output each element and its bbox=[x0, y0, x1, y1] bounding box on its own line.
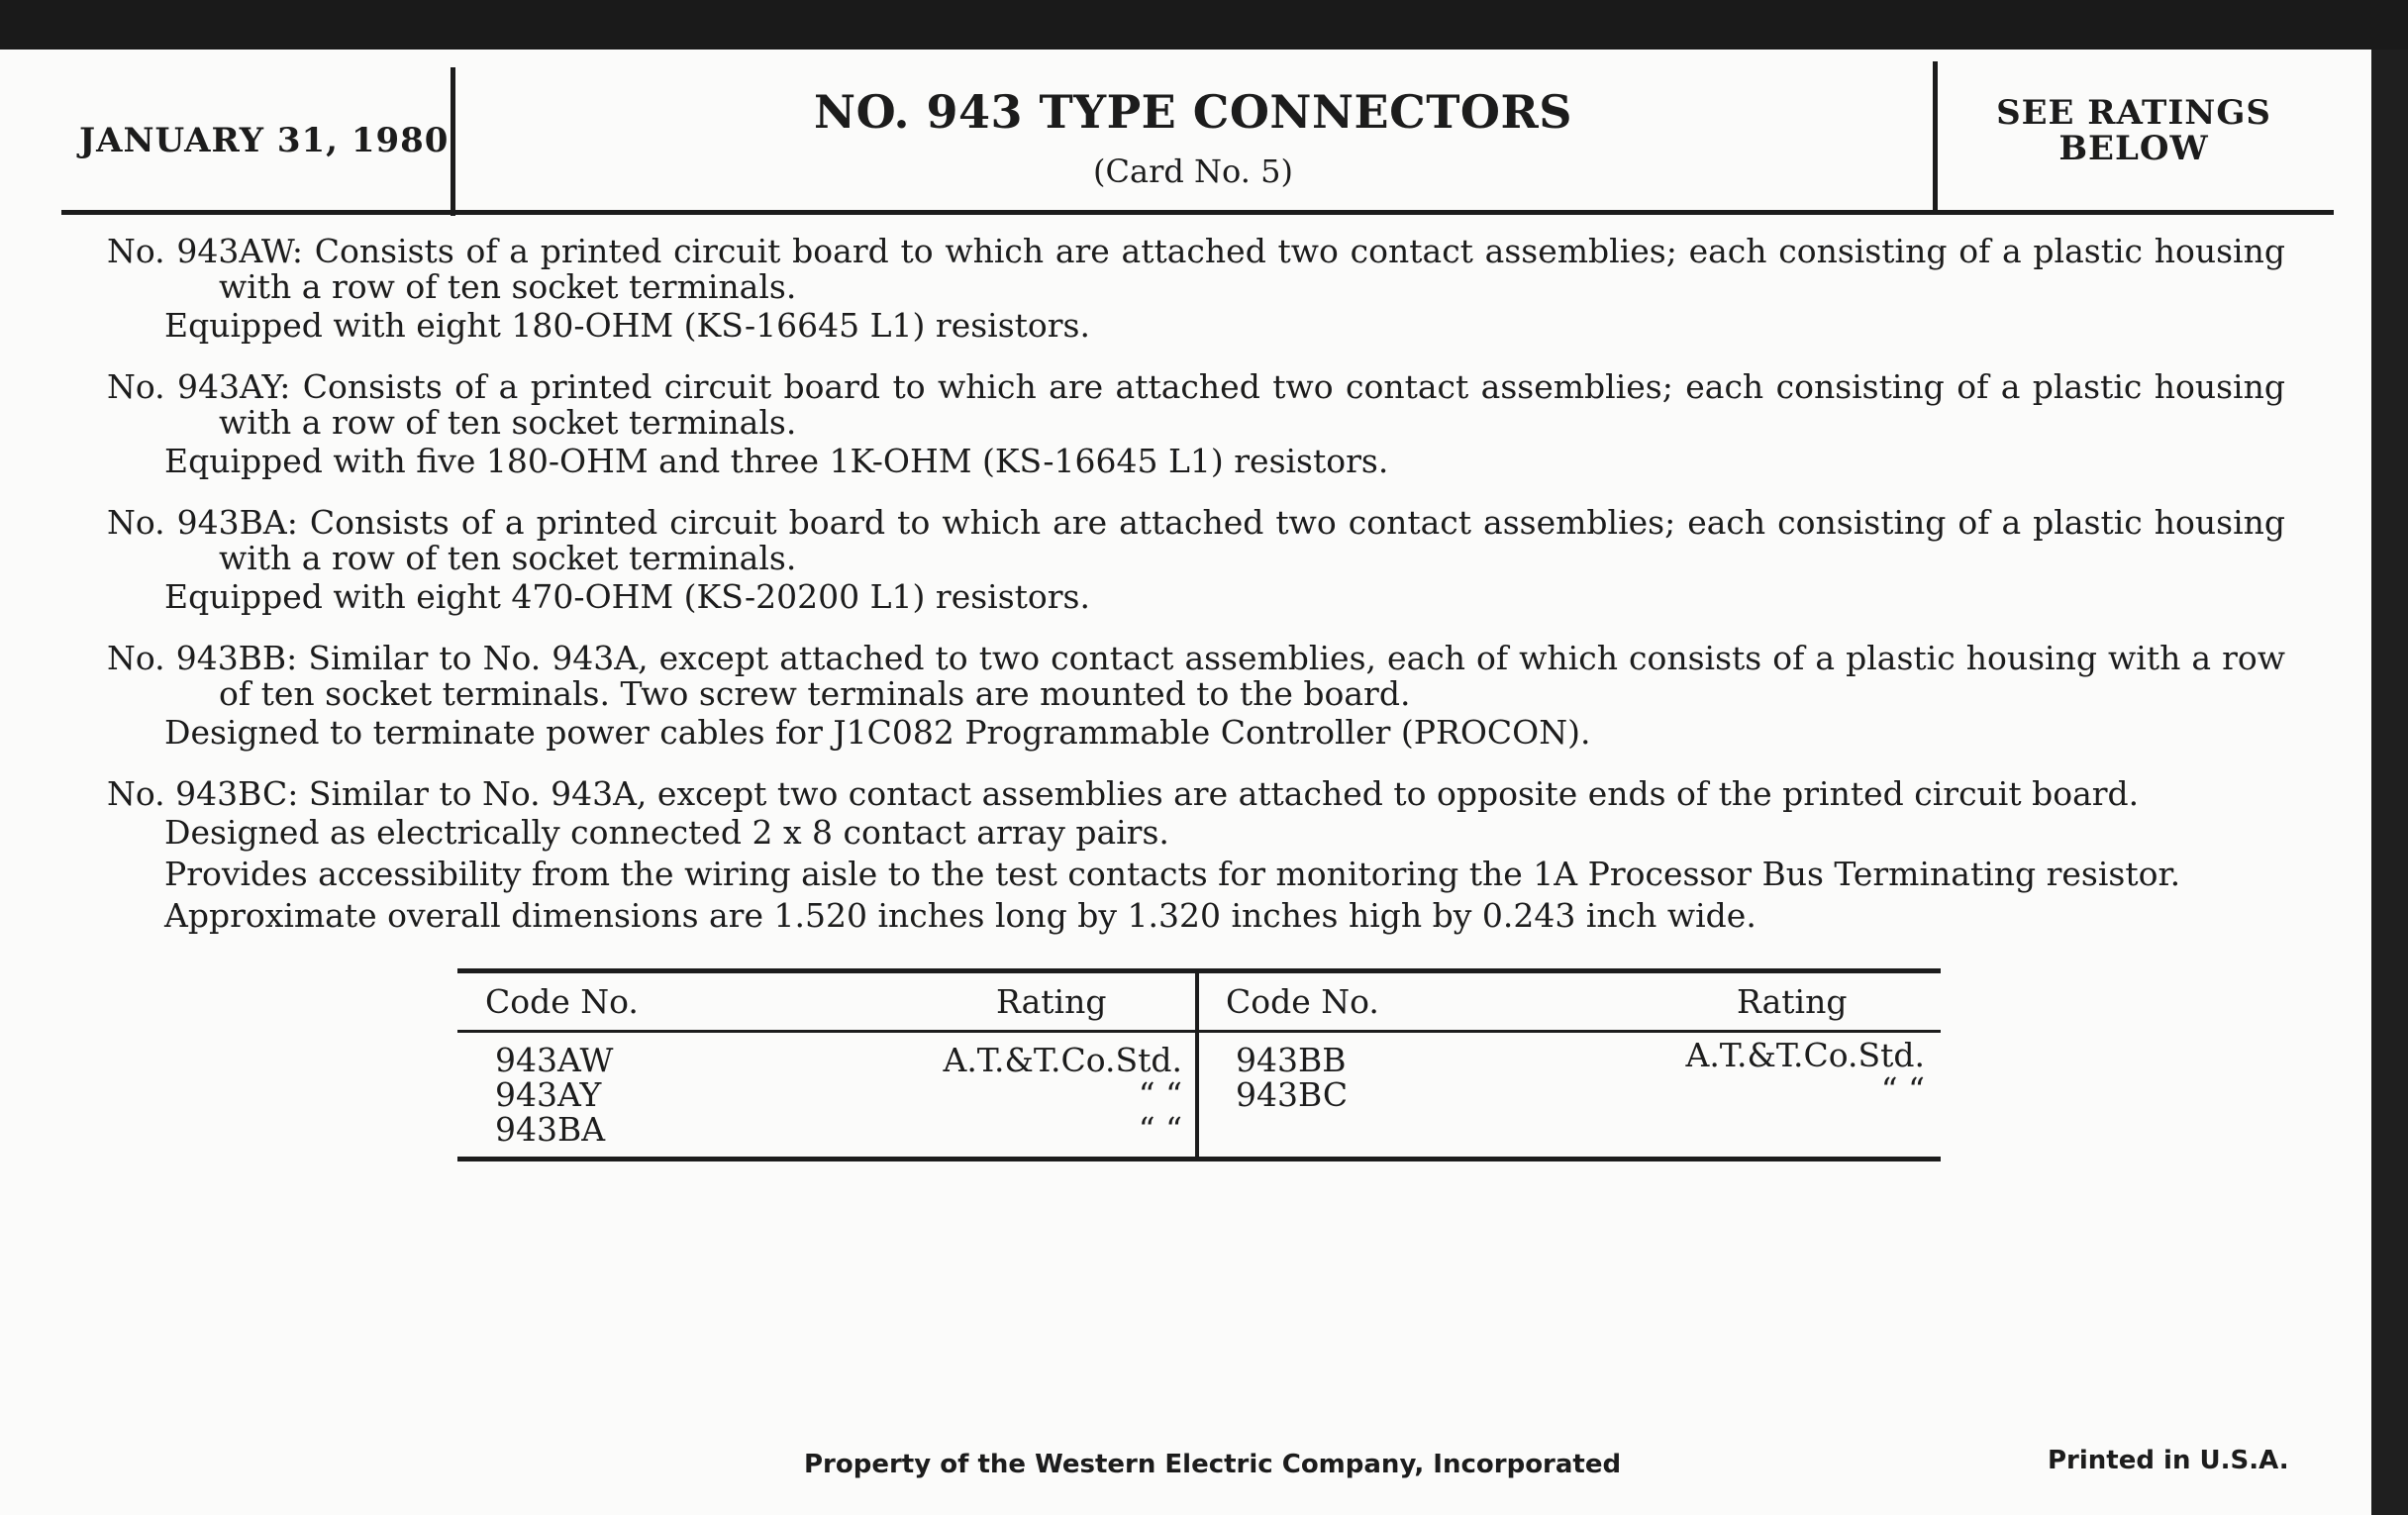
page-title: NO. 943 TYPE CONNECTORS bbox=[814, 85, 1572, 139]
table-cell-rating: A.T.&T.Co.Std. bbox=[1685, 1036, 1925, 1074]
ratings-note-line2: BELOW bbox=[2058, 129, 2209, 168]
table-cell-code: 943AW bbox=[495, 1041, 614, 1079]
printed-notice: Printed in U.S.A. bbox=[2048, 1446, 2289, 1475]
table-cell-code: 943AY bbox=[495, 1075, 602, 1114]
right-codes bbox=[1236, 1043, 1348, 1112]
entry-description: No. 943BA: Consists of a printed circuit board to which are attached two contact assemblies; each consisting of a plastic housing with a row of ten socket terminals. bbox=[107, 503, 2285, 577]
card-number: (Card No. 5) bbox=[1093, 152, 1293, 190]
table-column-divider bbox=[1195, 968, 1199, 1161]
header-rule bbox=[61, 210, 2334, 215]
table-top-rule bbox=[457, 968, 1941, 973]
header-divider-right bbox=[1933, 61, 1938, 210]
right-ratings bbox=[1665, 1038, 1925, 1107]
property-notice: Property of the Western Electric Company, Incorporated bbox=[804, 1450, 1622, 1479]
table-cell-code: 943BC bbox=[1236, 1075, 1349, 1114]
table-cell-rating: A.T.&T.Co.Std. bbox=[943, 1041, 1182, 1079]
entry-943bb bbox=[107, 641, 2285, 754]
ratings-table bbox=[457, 968, 1941, 1164]
left-codes bbox=[495, 1043, 613, 1147]
left-ratings bbox=[923, 1043, 1182, 1147]
entry-note: Designed as electrically connected 2 x 8 contact array pairs. bbox=[164, 813, 1169, 852]
entry-description: No. 943AW: Consists of a printed circuit board to which are attached two contact assemblies; each consisting of a plastic housing with a row of ten socket terminals. bbox=[107, 232, 2285, 306]
table-header-rating-right: Rating bbox=[1737, 982, 1848, 1021]
table-cell-rating: “ “ bbox=[1880, 1070, 1925, 1109]
table-cell-code: 943BA bbox=[495, 1110, 606, 1149]
entry-943ba bbox=[107, 505, 2285, 618]
table-header-code-right: Code No. bbox=[1226, 982, 1379, 1021]
ratings-note bbox=[1946, 95, 2322, 166]
ratings-note-line1: SEE RATINGS bbox=[1996, 93, 2271, 133]
entry-note: Approximate overall dimensions are 1.520 inches long by 1.320 inches high by 0.243 inch wide. bbox=[164, 896, 1756, 935]
table-header-rule bbox=[457, 1030, 1941, 1033]
table-cell-rating: “ “ bbox=[1138, 1075, 1182, 1114]
table-cell-code: 943BB bbox=[1236, 1041, 1347, 1079]
table-cell-rating: “ “ bbox=[1138, 1110, 1182, 1149]
card-date: JANUARY 31, 1980 bbox=[79, 121, 450, 160]
entry-note: Provides accessibility from the wiring aisle to the test contacts for monitoring the 1A Processor Bus Terminating resistor. bbox=[164, 855, 2181, 893]
entry-description: No. 943AY: Consists of a printed circuit board to which are attached two contact assemblies; each consisting of a plastic housing with a row of ten socket terminals. bbox=[107, 367, 2285, 442]
entry-note: Equipped with eight 470-OHM (KS-20200 L1) resistors. bbox=[164, 577, 1090, 616]
entry-description: No. 943BC: Similar to No. 943A, except two contact assemblies are attached to opposite ends of the printed circuit board. bbox=[107, 774, 2140, 813]
entry-note: Equipped with five 180-OHM and three 1K-OHM (KS-16645 L1) resistors. bbox=[164, 442, 1389, 480]
table-header-rating-left: Rating bbox=[996, 982, 1107, 1021]
entry-943ay bbox=[107, 369, 2285, 482]
entry-description: No. 943BB: Similar to No. 943A, except attached to two contact assemblies, each of which consists of a plastic housing with a row of ten socket terminals. Two screw terminals are mounted to the board. bbox=[107, 639, 2285, 713]
entry-943bc bbox=[107, 776, 2285, 937]
entry-note: Equipped with eight 180-OHM (KS-16645 L1) resistors. bbox=[164, 306, 1090, 345]
card-edge bbox=[2371, 50, 2408, 1515]
header-divider-left bbox=[451, 67, 455, 216]
connector-entries bbox=[107, 234, 2285, 960]
table-bottom-rule bbox=[457, 1157, 1941, 1162]
entry-note: Designed to terminate power cables for J1C082 Programmable Controller (PROCON). bbox=[164, 713, 1591, 752]
table-header-code-left: Code No. bbox=[485, 982, 639, 1021]
entry-943aw bbox=[107, 234, 2285, 347]
